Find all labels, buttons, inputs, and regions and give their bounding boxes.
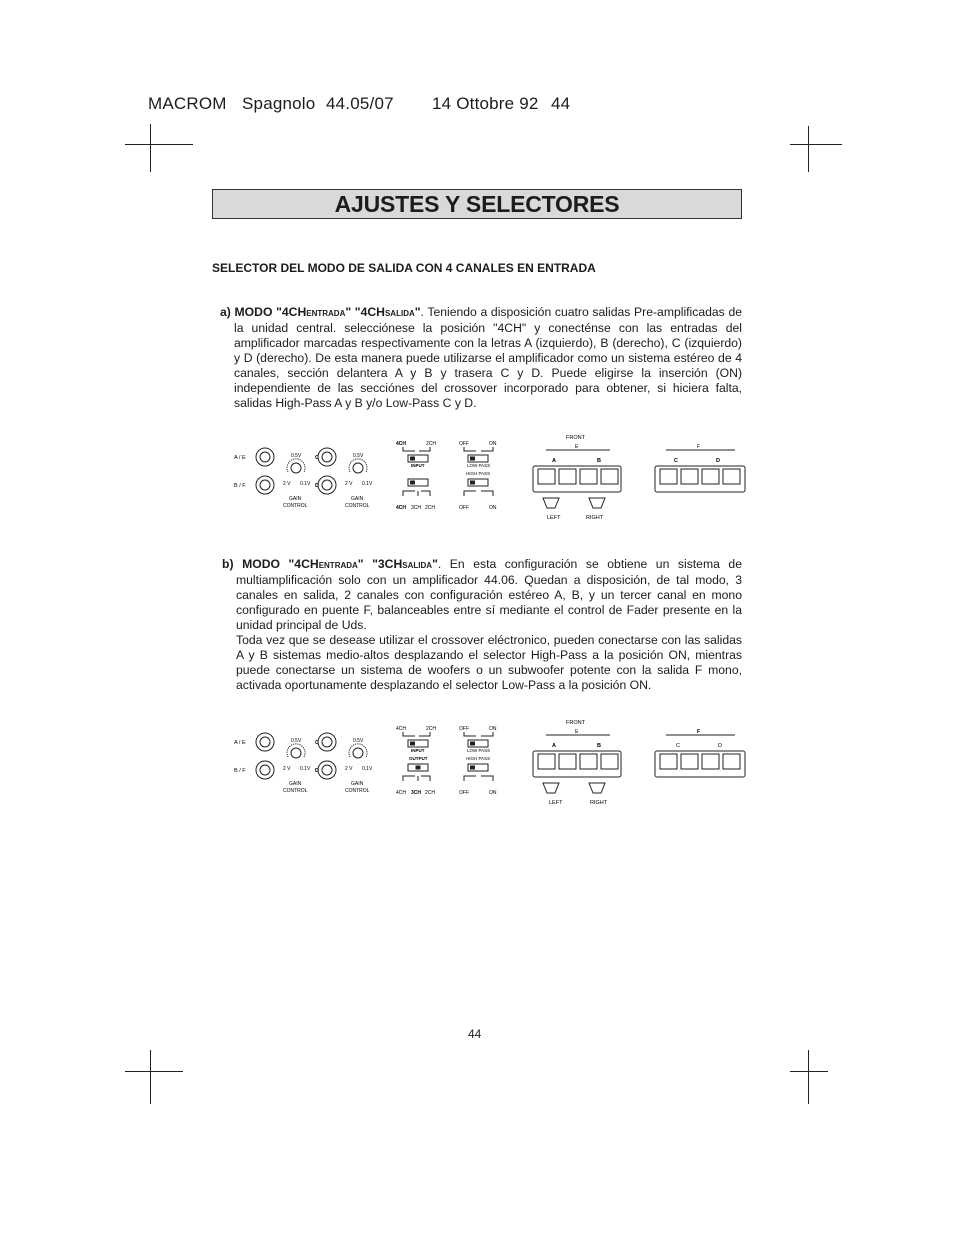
label-f: F bbox=[697, 444, 701, 450]
label-gain: GAIN bbox=[351, 496, 364, 502]
label-ae: A / E bbox=[234, 740, 246, 746]
label-off: OFF bbox=[459, 790, 469, 796]
label-05v: 0.5V bbox=[291, 738, 302, 744]
label-left: LEFT bbox=[549, 800, 563, 806]
label-d: D bbox=[716, 458, 720, 464]
label-2v: 2 V bbox=[283, 481, 291, 487]
crop-mark-br-h bbox=[790, 1071, 828, 1072]
crossover-switches bbox=[459, 726, 497, 796]
rca-jack-icon bbox=[256, 733, 274, 751]
terminal-icon bbox=[559, 469, 576, 484]
label-a: A bbox=[552, 458, 556, 464]
label-01v: 0.1V bbox=[362, 766, 373, 772]
label-bf: B / F bbox=[234, 483, 246, 489]
paragraph-b-in-label: ENTRADA bbox=[318, 561, 358, 570]
label-05v: 0.5V bbox=[291, 453, 302, 459]
label-2v: 2 V bbox=[345, 766, 353, 772]
terminal-icon bbox=[702, 754, 719, 769]
crop-mark-tl-v bbox=[150, 124, 151, 172]
rca-jack-icon bbox=[256, 448, 274, 466]
gain-knob-scale-icon bbox=[349, 744, 367, 757]
speaker-right-icon bbox=[589, 783, 605, 793]
paragraph-a-mode: MODO "4CH bbox=[234, 305, 307, 319]
paragraph-b-marker: b) bbox=[222, 557, 234, 571]
crop-mark-bl-v bbox=[150, 1050, 151, 1104]
switch-bracket bbox=[464, 447, 493, 451]
rca-jack-inner-icon bbox=[260, 452, 270, 462]
switch-bracket bbox=[403, 491, 430, 496]
input-switch-knob bbox=[410, 457, 415, 461]
output-switch-knob bbox=[410, 481, 415, 485]
rca-jack-inner-icon bbox=[260, 765, 270, 775]
paragraph-a-mid: " "4CH bbox=[345, 305, 385, 319]
rear-output-block bbox=[655, 729, 745, 777]
label-b: B bbox=[597, 458, 601, 464]
input-output-switches bbox=[396, 441, 436, 511]
label-right: RIGHT bbox=[586, 515, 604, 521]
label-4ch: 4CH bbox=[396, 505, 407, 511]
terminal-block bbox=[533, 751, 621, 777]
gain-knob-scale-icon bbox=[349, 459, 367, 472]
label-low-pass: LOW PASS bbox=[467, 463, 491, 468]
rca-jack-icon bbox=[318, 476, 336, 494]
gain-knob-icon bbox=[353, 748, 363, 758]
label-off: OFF bbox=[459, 726, 469, 732]
paragraph-a-text: . Teniendo a disposición cuatro salidas Pre-amplificadas de la unidad central. selecciónese la posición "4CH" y conecténse con las entradas del amplificador marcadas respectivamente con la letras A (izquierdo), B (derecho), C (izquierdo) y D (derecho). De esta manera puede utilizarse el amplificador como un sistema estéreo de 4 canales, sección delantera A y B y trasera C y D. Puede eligirse la inserción (ON) independiente de las secciónes del crossover incorporado para obtener, si hiciera falta, salidas High-Pass A y B y/o Low-Pass C y D. bbox=[234, 305, 742, 410]
label-2ch: 2CH bbox=[426, 726, 437, 732]
section-heading: SELECTOR DEL MODO DE SALIDA CON 4 CANALES EN ENTRADA bbox=[212, 261, 596, 275]
terminal-icon bbox=[681, 754, 698, 769]
label-gain: GAIN bbox=[289, 496, 302, 502]
speaker-left-icon bbox=[543, 498, 559, 508]
paragraph-b-text1: . En esta configuración se obtiene un sistema de multiamplificación solo con un amplificador 44.06. Quedan a disposición, de tal modo, 3 canales en salida, 2 canales con configuración estéreo A, B, y un tercer canal en mono configurado en puente F, balanceables entre sí mediante el control de Fader presente en la unidad principal de Uds. bbox=[236, 557, 742, 632]
label-gain: GAIN bbox=[289, 781, 302, 787]
rca-jack-icon bbox=[318, 448, 336, 466]
label-3ch: 3CH bbox=[411, 790, 422, 796]
header-date: 14 Ottobre 92 bbox=[432, 94, 539, 113]
paragraph-a-close: " bbox=[414, 305, 421, 319]
label-4ch: 4CH bbox=[396, 441, 407, 447]
switch-bracket bbox=[403, 447, 430, 451]
header-brand: MACROM bbox=[148, 94, 227, 113]
label-high-pass: HIGH PASS bbox=[466, 756, 491, 761]
label-control: CONTROL bbox=[345, 503, 370, 509]
paragraph-a-in-label: ENTRADA bbox=[306, 309, 346, 318]
terminal-block bbox=[655, 466, 745, 492]
label-control: CONTROL bbox=[283, 503, 308, 509]
input-output-switches bbox=[396, 726, 436, 796]
label-c: C bbox=[315, 455, 319, 461]
low-pass-switch-knob bbox=[470, 457, 475, 461]
speaker-left-icon bbox=[543, 783, 559, 793]
output-switch-knob bbox=[416, 766, 421, 770]
crop-mark-tr-h bbox=[790, 144, 842, 145]
rca-jack-inner-icon bbox=[322, 452, 332, 462]
crop-mark-tl-h bbox=[125, 144, 193, 145]
label-input: INPUT bbox=[411, 463, 425, 468]
diagram-4ch-3ch bbox=[225, 713, 750, 811]
label-2ch: 2CH bbox=[425, 505, 436, 511]
gain-knob-icon bbox=[353, 463, 363, 473]
speaker-right-icon bbox=[589, 498, 605, 508]
label-2ch: 2CH bbox=[425, 790, 436, 796]
terminal-icon bbox=[601, 469, 618, 484]
paragraph-b-text2: Toda vez que se desease utilizar el crossover eléctronico, pueden conectarse con las salidas A y B sistemas medio-altos desplazando el selector High-Pass a la posición ON, mientras puede conectarse un sistema de woofers o un subwoofer potente con la salida F mono, activada oportunamente desplazando el selector Low-Pass a la posición ON. bbox=[236, 633, 742, 692]
terminal-icon bbox=[660, 469, 677, 484]
paragraph-b-mid: " "3CH bbox=[357, 557, 403, 571]
label-gain: GAIN bbox=[351, 781, 364, 787]
rca-jack-inner-icon bbox=[322, 765, 332, 775]
label-2ch: 2CH bbox=[426, 441, 437, 447]
terminal-icon bbox=[723, 754, 740, 769]
title-box bbox=[212, 189, 742, 219]
paragraph-b-mode: MODO "4CH bbox=[242, 557, 319, 571]
terminal-icon bbox=[580, 754, 597, 769]
label-c: C bbox=[315, 740, 319, 746]
terminal-icon bbox=[702, 469, 719, 484]
label-d: D bbox=[315, 768, 319, 774]
rca-jack-icon bbox=[318, 761, 336, 779]
paragraph-a-out-label: SALIDA bbox=[384, 309, 415, 318]
rca-jack-inner-icon bbox=[322, 480, 332, 490]
label-control: CONTROL bbox=[345, 788, 370, 794]
label-2v: 2 V bbox=[345, 481, 353, 487]
header-language: Spagnolo bbox=[242, 94, 316, 113]
label-4ch: 4CH bbox=[396, 726, 407, 732]
label-off: OFF bbox=[459, 505, 469, 511]
label-on: ON bbox=[489, 726, 497, 732]
switch-bracket bbox=[464, 491, 493, 496]
label-input: INPUT bbox=[411, 748, 425, 753]
rca-jack-icon bbox=[318, 733, 336, 751]
label-01v: 0.1V bbox=[300, 766, 311, 772]
label-bf: B / F bbox=[234, 768, 246, 774]
rca-jack-inner-icon bbox=[260, 737, 270, 747]
label-05v: 0.5V bbox=[353, 738, 364, 744]
high-pass-switch-knob bbox=[470, 481, 475, 485]
terminal-icon bbox=[601, 754, 618, 769]
gain-knob-icon bbox=[291, 463, 301, 473]
gain-knob-scale-icon bbox=[287, 459, 305, 472]
terminal-block bbox=[533, 466, 621, 492]
gain-knob-scale-icon bbox=[287, 744, 305, 757]
rca-jack-inner-icon bbox=[260, 480, 270, 490]
label-on: ON bbox=[489, 505, 497, 511]
label-on: ON bbox=[489, 441, 497, 447]
label-f: F bbox=[697, 729, 701, 735]
label-low-pass: LOW PASS bbox=[467, 748, 491, 753]
paragraph-a bbox=[220, 305, 742, 411]
label-output: OUTPUT bbox=[409, 756, 428, 761]
terminal-icon bbox=[559, 754, 576, 769]
terminal-block bbox=[655, 751, 745, 777]
header-code: 44.05/07 bbox=[326, 94, 394, 113]
label-right: RIGHT bbox=[590, 800, 608, 806]
low-pass-switch-knob bbox=[470, 742, 475, 746]
input-switch-knob bbox=[410, 742, 415, 746]
label-d: D bbox=[718, 743, 722, 749]
label-front: FRONT bbox=[566, 435, 585, 441]
label-on: ON bbox=[489, 790, 497, 796]
label-4ch: 4CH bbox=[396, 790, 407, 796]
paragraph-b-close: " bbox=[432, 557, 438, 571]
rca-jack-inner-icon bbox=[322, 737, 332, 747]
label-2v: 2 V bbox=[283, 766, 291, 772]
front-output-block bbox=[533, 435, 621, 521]
terminal-icon bbox=[580, 469, 597, 484]
rca-jack-icon bbox=[256, 476, 274, 494]
label-left: LEFT bbox=[547, 515, 561, 521]
label-c: C bbox=[676, 743, 680, 749]
label-e: E bbox=[575, 444, 579, 450]
crop-mark-tr-v bbox=[808, 126, 809, 172]
paragraph-a-marker: a) bbox=[220, 305, 231, 319]
label-05v: 0.5V bbox=[353, 453, 364, 459]
label-b: B bbox=[597, 743, 601, 749]
terminal-icon bbox=[660, 754, 677, 769]
paragraph-b bbox=[222, 557, 742, 693]
rear-output-block bbox=[655, 444, 745, 492]
gain-knob-icon bbox=[291, 748, 301, 758]
gain-control-panel bbox=[234, 448, 373, 509]
label-e: E bbox=[575, 729, 579, 735]
crop-mark-br-v bbox=[808, 1050, 809, 1104]
label-3ch: 3CH bbox=[411, 505, 422, 511]
crop-mark-bl-h bbox=[125, 1071, 183, 1072]
front-output-block bbox=[533, 720, 621, 806]
terminal-icon bbox=[538, 754, 555, 769]
page-number: 44 bbox=[468, 1027, 482, 1041]
gain-control-panel bbox=[234, 733, 373, 794]
label-off: OFF bbox=[459, 441, 469, 447]
switch-bracket bbox=[464, 732, 493, 736]
label-a: A bbox=[552, 743, 556, 749]
label-01v: 0.1V bbox=[362, 481, 373, 487]
switch-bracket bbox=[403, 732, 430, 736]
paragraph-b-out-label: SALIDA bbox=[402, 561, 433, 570]
switch-bracket bbox=[403, 776, 430, 781]
label-control: CONTROL bbox=[283, 788, 308, 794]
label-high-pass: HIGH PASS bbox=[466, 471, 491, 476]
label-front: FRONT bbox=[566, 720, 585, 726]
terminal-icon bbox=[538, 469, 555, 484]
terminal-icon bbox=[681, 469, 698, 484]
rca-jack-icon bbox=[256, 761, 274, 779]
page-title: AJUSTES Y SELECTORES bbox=[334, 191, 620, 217]
label-d: D bbox=[315, 483, 319, 489]
label-01v: 0.1V bbox=[300, 481, 311, 487]
high-pass-switch-knob bbox=[470, 766, 475, 770]
terminal-icon bbox=[723, 469, 740, 484]
diagram-4ch-4ch bbox=[225, 428, 750, 526]
label-ae: A / E bbox=[234, 455, 246, 461]
label-c: C bbox=[674, 458, 678, 464]
crossover-switches bbox=[459, 441, 497, 511]
header-page: 44 bbox=[551, 94, 571, 113]
switch-bracket bbox=[464, 776, 493, 781]
